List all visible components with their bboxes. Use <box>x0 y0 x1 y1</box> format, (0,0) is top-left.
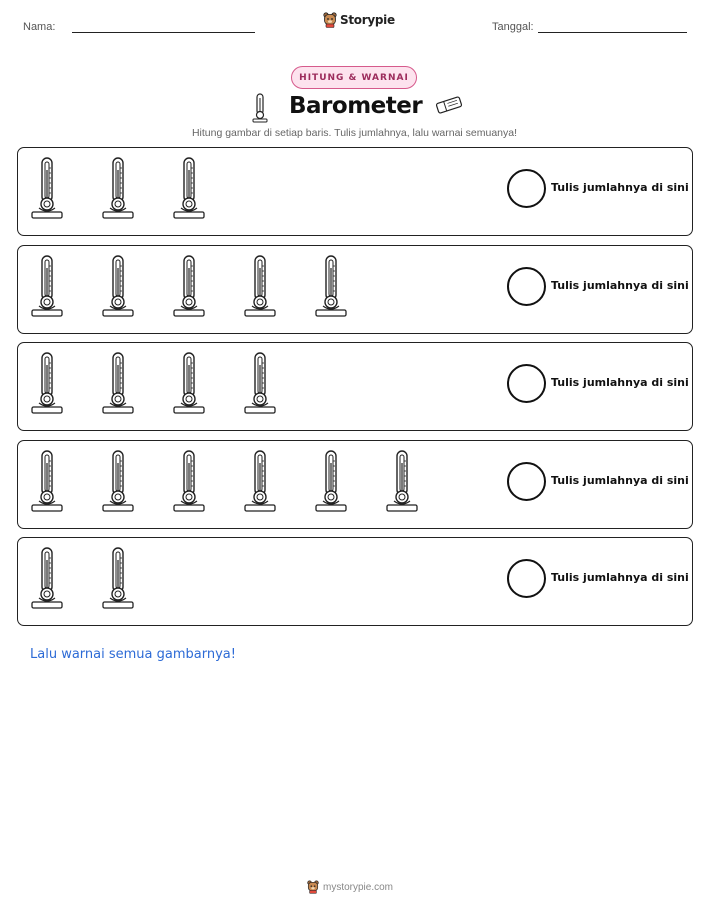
answer-circle[interactable] <box>507 462 546 501</box>
thermometer-group <box>18 441 468 528</box>
thermometer-icon[interactable] <box>101 351 135 420</box>
answer-circle[interactable] <box>507 559 546 598</box>
thermometer-group <box>18 343 468 430</box>
answer-label: Tulis jumlahnya di sini <box>551 181 689 194</box>
answer-circle[interactable] <box>507 169 546 208</box>
thermometer-icon[interactable] <box>30 351 64 420</box>
bear-logo-icon <box>323 12 337 28</box>
date-write-line[interactable] <box>538 32 687 33</box>
thermometer-icon[interactable] <box>101 546 135 615</box>
brand-name: Storypie <box>340 13 395 27</box>
thermometer-icon[interactable] <box>101 254 135 323</box>
thermometer-icon <box>250 93 270 123</box>
thermometer-icon[interactable] <box>314 254 348 323</box>
thermometer-icon[interactable] <box>101 156 135 225</box>
thermometer-icon[interactable] <box>314 449 348 518</box>
counting-row <box>17 440 693 529</box>
thermometer-icon[interactable] <box>30 449 64 518</box>
answer-circle[interactable] <box>507 364 546 403</box>
thermometer-icon[interactable] <box>30 156 64 225</box>
thermometer-icon[interactable] <box>172 156 206 225</box>
thermometer-icon[interactable] <box>243 449 277 518</box>
thermometer-icon[interactable] <box>101 449 135 518</box>
name-write-line[interactable] <box>72 32 255 33</box>
answer-label: Tulis jumlahnya di sini <box>551 278 689 292</box>
footer-website: mystorypie.com <box>323 881 394 893</box>
brand-logo <box>323 12 395 28</box>
thermometer-icon[interactable] <box>172 254 206 323</box>
thermometer-group <box>18 538 468 625</box>
counting-row <box>17 245 693 334</box>
date-label: Tanggal: <box>492 21 534 33</box>
eraser-icon <box>434 96 464 114</box>
thermometer-icon[interactable] <box>172 449 206 518</box>
name-label: Nama: <box>23 21 56 33</box>
thermometer-icon[interactable] <box>30 254 64 323</box>
page-title: Barometer <box>289 93 423 119</box>
bear-logo-icon <box>307 880 319 894</box>
page-footer <box>307 880 393 894</box>
thermometer-group <box>18 148 468 235</box>
thermometer-group <box>18 246 468 333</box>
thermometer-icon[interactable] <box>30 546 64 615</box>
counting-row <box>17 147 693 236</box>
activity-badge: HITUNG & WARNAI <box>291 66 417 89</box>
instructions: Hitung gambar di setiap baris. Tulis jumlahnya, lalu warnai semuanya! <box>191 127 518 139</box>
answer-circle[interactable] <box>507 267 546 306</box>
thermometer-icon[interactable] <box>243 254 277 323</box>
answer-label: Tulis jumlahnya di sini <box>551 473 689 487</box>
title-row <box>0 93 709 123</box>
counting-row <box>17 342 693 431</box>
thermometer-icon[interactable] <box>243 351 277 420</box>
answer-label: Tulis jumlahnya di sini <box>551 376 689 389</box>
coloring-instruction: Lalu warnai semua gambarnya! <box>30 647 236 662</box>
counting-row <box>17 537 693 626</box>
thermometer-icon[interactable] <box>385 449 419 518</box>
answer-label: Tulis jumlahnya di sini <box>551 571 689 584</box>
worksheet-header <box>0 0 709 50</box>
thermometer-icon[interactable] <box>172 351 206 420</box>
